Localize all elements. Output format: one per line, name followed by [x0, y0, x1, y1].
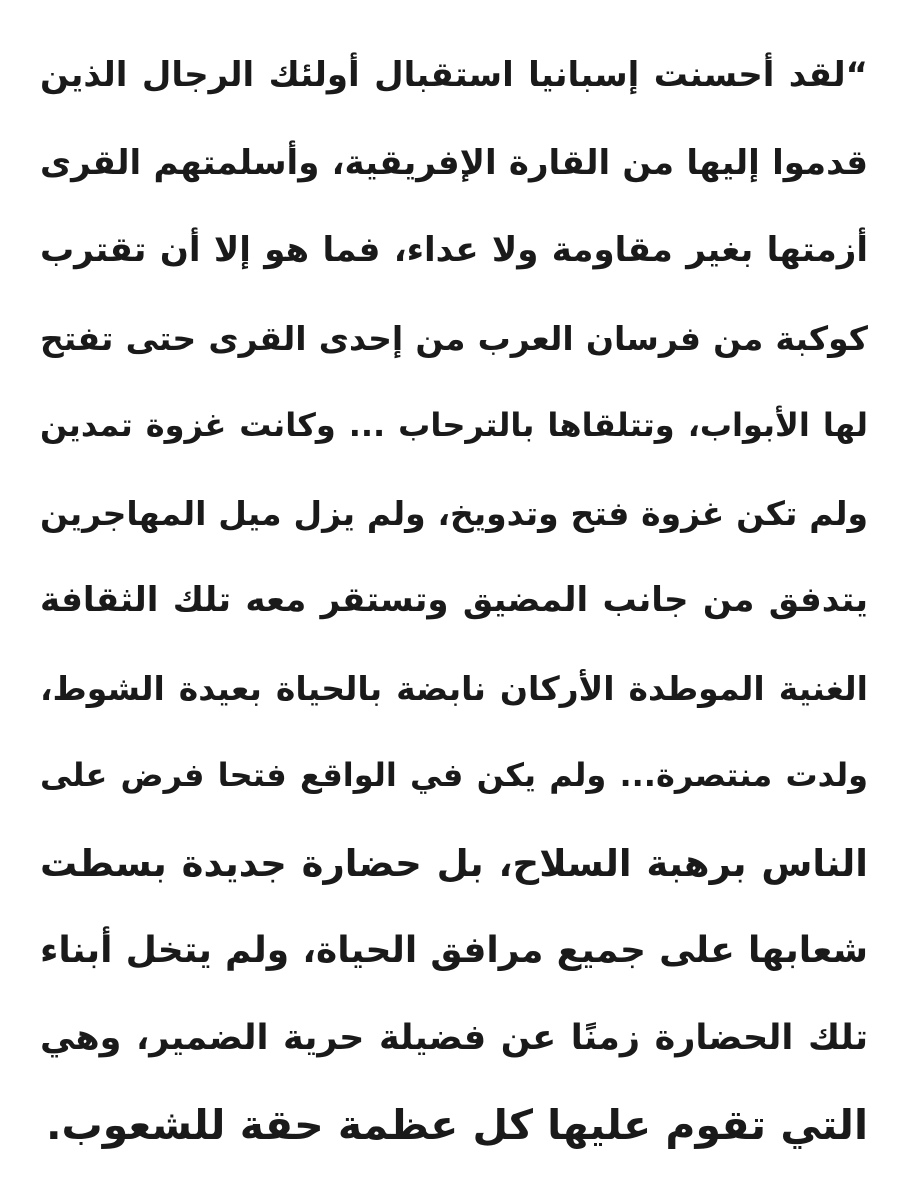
- quote-line: قدموا إليها من القارة الإفريقية، وأسلمتهم القرى: [40, 142, 868, 183]
- quote-line: أزمتها بغير مقاومة ولا عداء، فما هو إلا أن تقترب: [40, 230, 868, 270]
- quote-line: يتدفق من جانب المضيق وتستقر معه تلك الثقافة: [40, 580, 868, 620]
- quote-line: ولم تكن غزوة فتح وتدويخ، ولم يزل ميل المهاجرين: [40, 493, 868, 533]
- quote-line: “لقد أحسنت إسبانيا استقبال أولئك الرجال الذين: [40, 55, 868, 95]
- quote-line: الغنية الموطدة الأركان نابضة بالحياة بعيدة الشوط،: [40, 668, 868, 708]
- quote-line-last: التي تقوم عليها كل عظمة حقة للشعوب.: [45, 1101, 868, 1149]
- quote-line: الناس برهبة السلاح، بل حضارة جديدة بسطت: [40, 841, 868, 885]
- quote-text-block: [40, 32, 868, 1170]
- quote-line: كوكبة من فرسان العرب من إحدى القرى حتى تفتح: [40, 318, 868, 358]
- quote-line: لها الأبواب، وتتلقاها بالترحاب ... وكانت غزوة تمدين: [40, 406, 868, 444]
- quote-line: شعابها على جميع مرافق الحياة، ولم يتخل أبناء: [40, 930, 868, 971]
- quote-line: ولدت منتصرة... ولم يكن في الواقع فتحا فرض على: [40, 756, 868, 794]
- quote-line: تلك الحضارة زمنًا عن فضيلة حرية الضمير، وهي: [40, 1017, 868, 1058]
